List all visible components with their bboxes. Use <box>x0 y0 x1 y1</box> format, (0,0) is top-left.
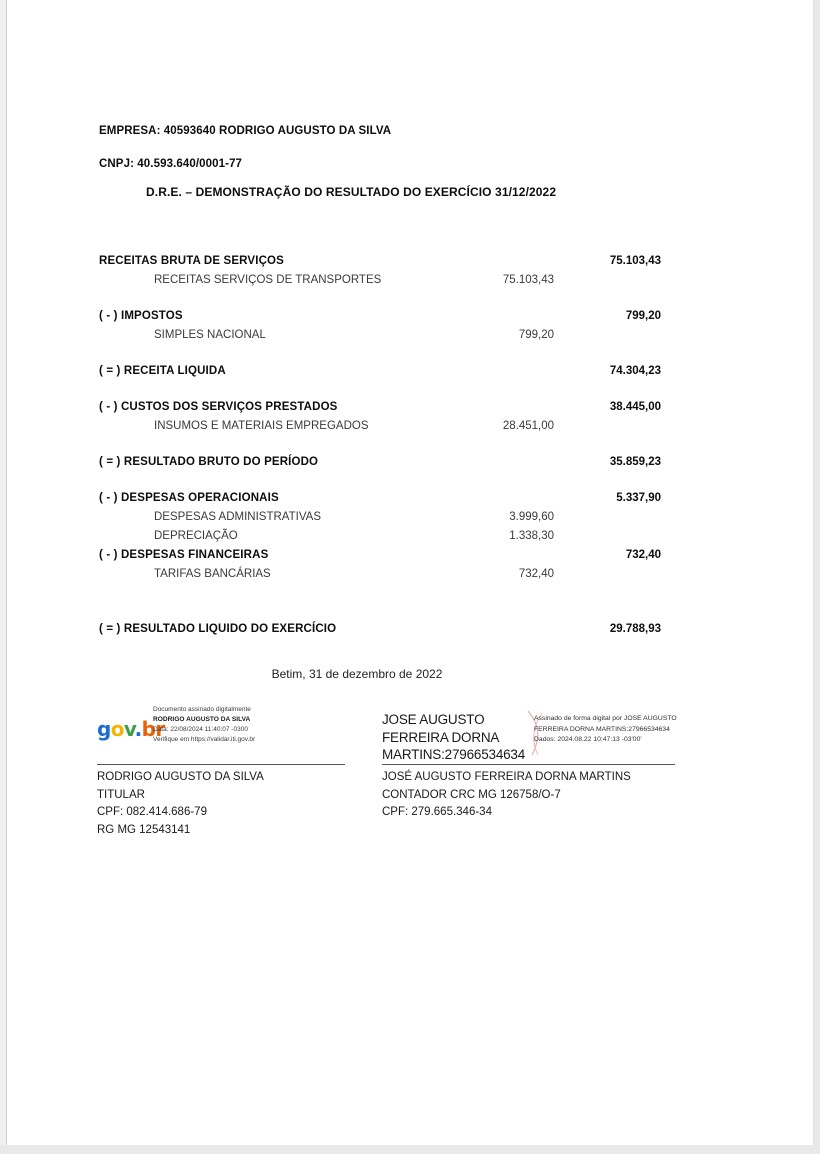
statement-group-label: ( = ) RESULTADO LIQUIDO DO EXERCÍCIO <box>99 623 337 635</box>
income-statement-table <box>99 255 669 642</box>
signature-line-left <box>97 764 345 765</box>
statement-item-row <box>99 329 669 348</box>
statement-group-label: RECEITAS BRUTA DE SERVIÇOS <box>99 255 284 267</box>
statement-group-label: ( = ) RECEITA LIQUIDA <box>99 365 226 377</box>
statement-group-total: 74.304,23 <box>609 365 661 377</box>
statement-item-value: 75.103,43 <box>502 274 554 286</box>
statement-item-label: RECEITAS SERVIÇOS DE TRANSPORTES <box>154 274 382 286</box>
statement-group-row <box>99 492 669 511</box>
statement-group-row <box>99 310 669 329</box>
statement-group-total: 38.445,00 <box>609 401 661 413</box>
statement-item-row <box>99 274 669 293</box>
statement-item-row <box>99 420 669 439</box>
statement-item-value: 799,20 <box>518 329 554 341</box>
company-line: EMPRESA: 40593640 RODRIGO AUGUSTO DA SILVA <box>99 125 392 137</box>
signer-right-name: JOSÉ AUGUSTO FERREIRA DORNA MARTINS <box>382 771 631 783</box>
statement-group-total: 732,40 <box>625 549 661 561</box>
govbr-stamp-verify-url: Verifique em https://validar.iti.gov.br <box>153 736 256 743</box>
govbr-logo-br: br <box>141 717 165 741</box>
signature-line-right <box>382 764 675 765</box>
signer-right-role: CONTADOR CRC MG 126758/O-7 <box>382 788 561 801</box>
govbr-logo-v: v <box>123 717 135 741</box>
document-page <box>6 0 814 1145</box>
page-title: D.R.E. – DEMONSTRAÇÃO DO RESULTADO DO EXERCÍCIO 31/12/2022 <box>146 185 557 199</box>
statement-group-row <box>99 456 669 475</box>
digital-signature-name: JOSE AUGUSTO FERREIRA DORNA MARTINS:27966534634 <box>382 712 526 762</box>
signer-right-cpf: CPF: 279.665.346-34 <box>382 806 492 818</box>
statement-group-total: 29.788,93 <box>609 623 661 635</box>
govbr-logo-dot: . <box>134 717 142 741</box>
statement-group-total: 75.103,43 <box>609 255 661 267</box>
viewer-bottom-strip <box>0 1145 820 1154</box>
signer-left-role: TITULAR <box>97 788 145 801</box>
statement-item-label: INSUMOS E MATERIAIS EMPREGADOS <box>154 420 369 432</box>
statement-group-row <box>99 401 669 420</box>
govbr-stamp-date: Data: 22/08/2024 11:40:07 -0300 <box>153 726 248 733</box>
digital-signature-metadata: Assinado de forma digital por JOSE AUGUSTO FERREIRA DORNA MARTINS:27966534634 Dados: 2024.08.22 10:47:13 -03'00' <box>534 715 677 743</box>
city-date-text: Betim, 31 de dezembro de 2022 <box>271 667 443 681</box>
govbr-logo-o: o <box>110 717 124 741</box>
signer-left-cpf: CPF: 082.414.686-79 <box>97 806 207 818</box>
statement-item-label: DESPESAS ADMINISTRATIVAS <box>154 511 322 523</box>
signature-block-left <box>97 705 387 753</box>
statement-group-total: 35.859,23 <box>609 456 661 468</box>
statement-group-row <box>99 549 669 568</box>
statement-group-row <box>99 623 669 642</box>
statement-item-value: 3.999,60 <box>509 511 554 523</box>
statement-item-row <box>99 530 669 549</box>
signature-info-right <box>382 769 631 822</box>
govbr-stamp-text <box>153 705 373 745</box>
statement-item-label: DEPRECIAÇÃO <box>154 530 238 542</box>
statement-group-label: ( = ) RESULTADO BRUTO DO PERÍODO <box>99 456 319 468</box>
signature-info-left <box>97 769 264 839</box>
statement-item-label: SIMPLES NACIONAL <box>154 329 266 341</box>
cnpj-line: CNPJ: 40.593.640/0001-77 <box>99 158 243 170</box>
statement-group-row <box>99 365 669 384</box>
signer-left-name: RODRIGO AUGUSTO DA SILVA <box>97 771 264 783</box>
statement-item-row <box>99 511 669 530</box>
statement-group-label: ( - ) DESPESAS OPERACIONAIS <box>99 492 279 504</box>
statement-group-total: 799,20 <box>625 310 661 322</box>
govbr-logo-g: g <box>97 717 111 741</box>
statement-item-value: 28.451,00 <box>502 420 554 432</box>
govbr-stamp-line-1: Documento assinado digitalmente <box>153 706 251 713</box>
statement-item-row <box>99 568 669 587</box>
govbr-signature-stamp <box>97 705 387 753</box>
statement-group-label: ( - ) IMPOSTOS <box>99 310 183 322</box>
statement-group-row <box>99 255 669 274</box>
statement-group-label: ( - ) DESPESAS FINANCEIRAS <box>99 549 269 561</box>
govbr-stamp-signer-name: RODRIGO AUGUSTO DA SILVA <box>153 716 251 723</box>
signer-left-rg: RG MG 12543141 <box>97 823 191 836</box>
statement-group-total: 5.337,90 <box>616 492 661 504</box>
statement-group-label: ( - ) CUSTOS DOS SERVIÇOS PRESTADOS <box>99 401 338 413</box>
city-date-line <box>7 667 815 681</box>
statement-item-label: TARIFAS BANCÁRIAS <box>154 568 271 580</box>
statement-item-value: 1.338,30 <box>509 530 554 542</box>
statement-item-value: 732,40 <box>518 568 554 580</box>
